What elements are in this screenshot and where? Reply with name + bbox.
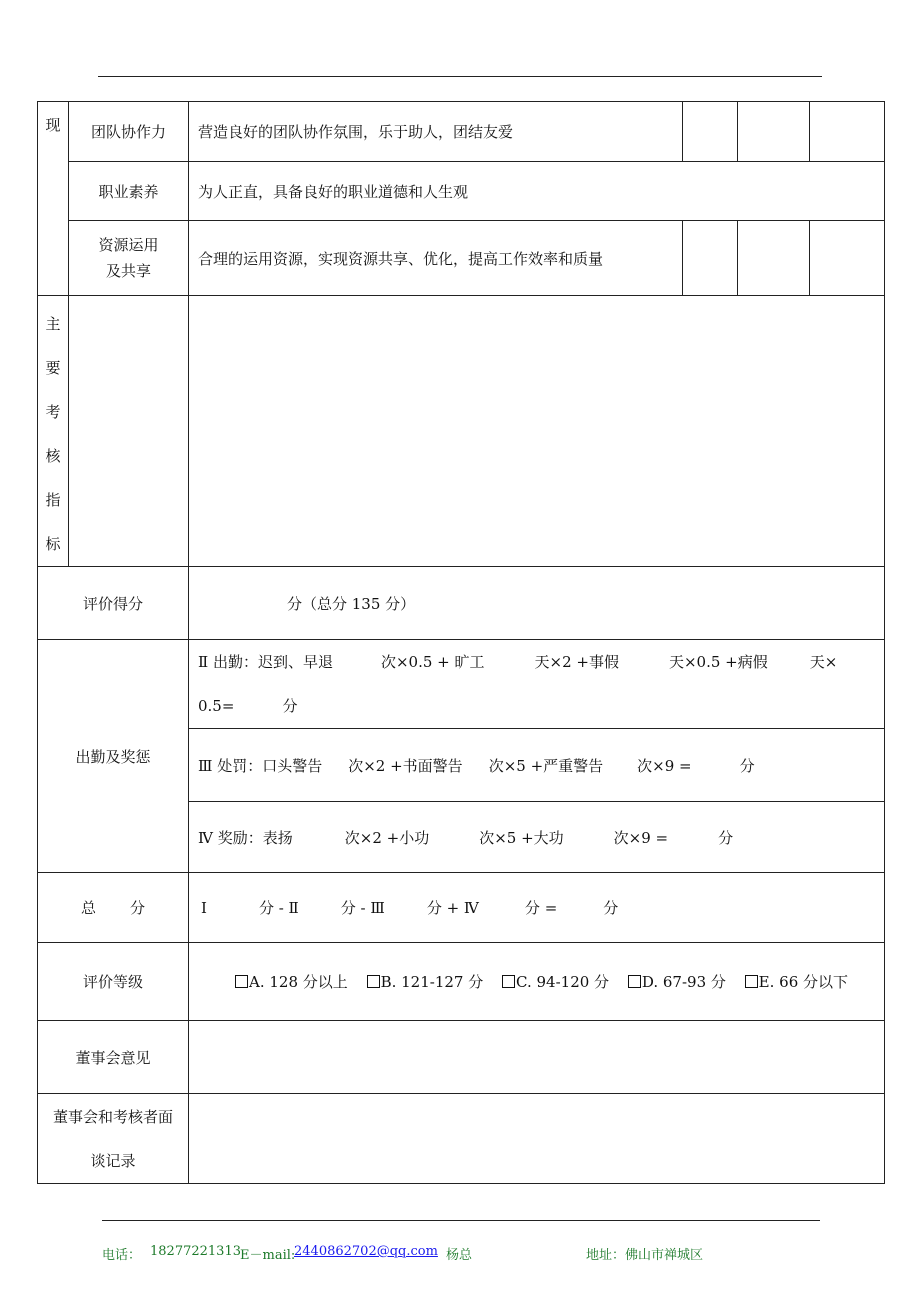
criterion-desc: 为人正直，具备良好的职业道德和人生观 [189,162,885,221]
grade-option-e[interactable]: E. 66 分以下 [745,973,848,991]
section-label: 现 [38,102,69,296]
phone-label: 电话： [102,1248,142,1263]
score-row [38,567,885,640]
interview-label: 董事会和考核者面 谈记录 [38,1094,189,1184]
score-cell[interactable] [683,221,738,296]
header-rule [98,76,822,77]
grade-label: 评价等级 [38,943,189,1021]
grade-option-c[interactable]: C. 94-120 分 [502,973,609,991]
reward-line[interactable]: Ⅳ 奖励：表扬 次×2 +小功 次×5 +大功 次×9 = 分 [189,802,885,873]
address: 地址：佛山市禅城区 [586,1248,704,1263]
attendance-label: 出勤及奖惩 [38,640,189,873]
interview-row [38,1094,885,1184]
checkbox-icon [235,975,248,988]
score-cell[interactable] [810,102,885,162]
phone-number: 18277221313 [150,1244,241,1259]
score-cell[interactable] [738,221,810,296]
total-row [38,873,885,943]
score-cell[interactable] [683,102,738,162]
checkbox-icon [502,975,515,988]
grade-row [38,943,885,1021]
checkbox-icon [628,975,641,988]
criterion-name: 职业素养 [69,162,189,221]
penalty-line[interactable]: Ⅲ 处罚：口头警告 次×2 +书面警告 次×5 +严重警告 次×9 = 分 [189,729,885,802]
grade-options [189,943,885,1021]
attendance-row [38,640,885,729]
table-row [38,162,885,221]
table-row [38,102,885,162]
criterion-desc: 合理的运用资源，实现资源共享、优化，提高工作效率和质量 [189,221,683,296]
board-opinion-field[interactable] [189,1021,885,1094]
total-label: 总 分 [38,873,189,943]
contact-name: 杨总 [446,1248,473,1263]
score-cell[interactable] [810,221,885,296]
grade-option-d[interactable]: D. 67-93 分 [628,973,726,991]
grade-option-b[interactable]: B. 121-127 分 [367,973,484,991]
criterion-desc: 营造良好的团队协作氛围，乐于助人，团结友爱 [189,102,683,162]
interview-field[interactable] [189,1094,885,1184]
board-opinion-label: 董事会意见 [38,1021,189,1094]
criterion-name: 团队协作力 [69,102,189,162]
email-link[interactable]: 2440862702@qq.com [294,1244,438,1259]
kpi-content[interactable] [189,296,885,567]
footer-rule [102,1220,820,1221]
score-value[interactable]: 分（总分 135 分） [189,567,885,640]
checkbox-icon [745,975,758,988]
attendance-line[interactable]: Ⅱ 出勤：迟到、早退 次×0.5 + 旷工 天×2 +事假 天×0.5 +病假 天× 0.5= 分 [189,640,885,729]
board-opinion-row [38,1021,885,1094]
evaluation-table [37,101,885,1184]
checkbox-icon [367,975,380,988]
criterion-name: 资源运用 及共享 [69,221,189,296]
kpi-label: 主 要 考 核 指 标 [38,296,69,567]
kpi-row [38,296,885,567]
email-label: E－mail: [240,1248,296,1263]
grade-option-a[interactable]: A. 128 分以上 [235,973,348,991]
total-formula[interactable]: Ⅰ 分 - Ⅱ 分 - Ⅲ 分 + Ⅳ 分 = 分 [189,873,885,943]
kpi-cell[interactable] [69,296,189,567]
table-row [38,221,885,296]
score-label: 评价得分 [38,567,189,640]
score-cell[interactable] [738,102,810,162]
